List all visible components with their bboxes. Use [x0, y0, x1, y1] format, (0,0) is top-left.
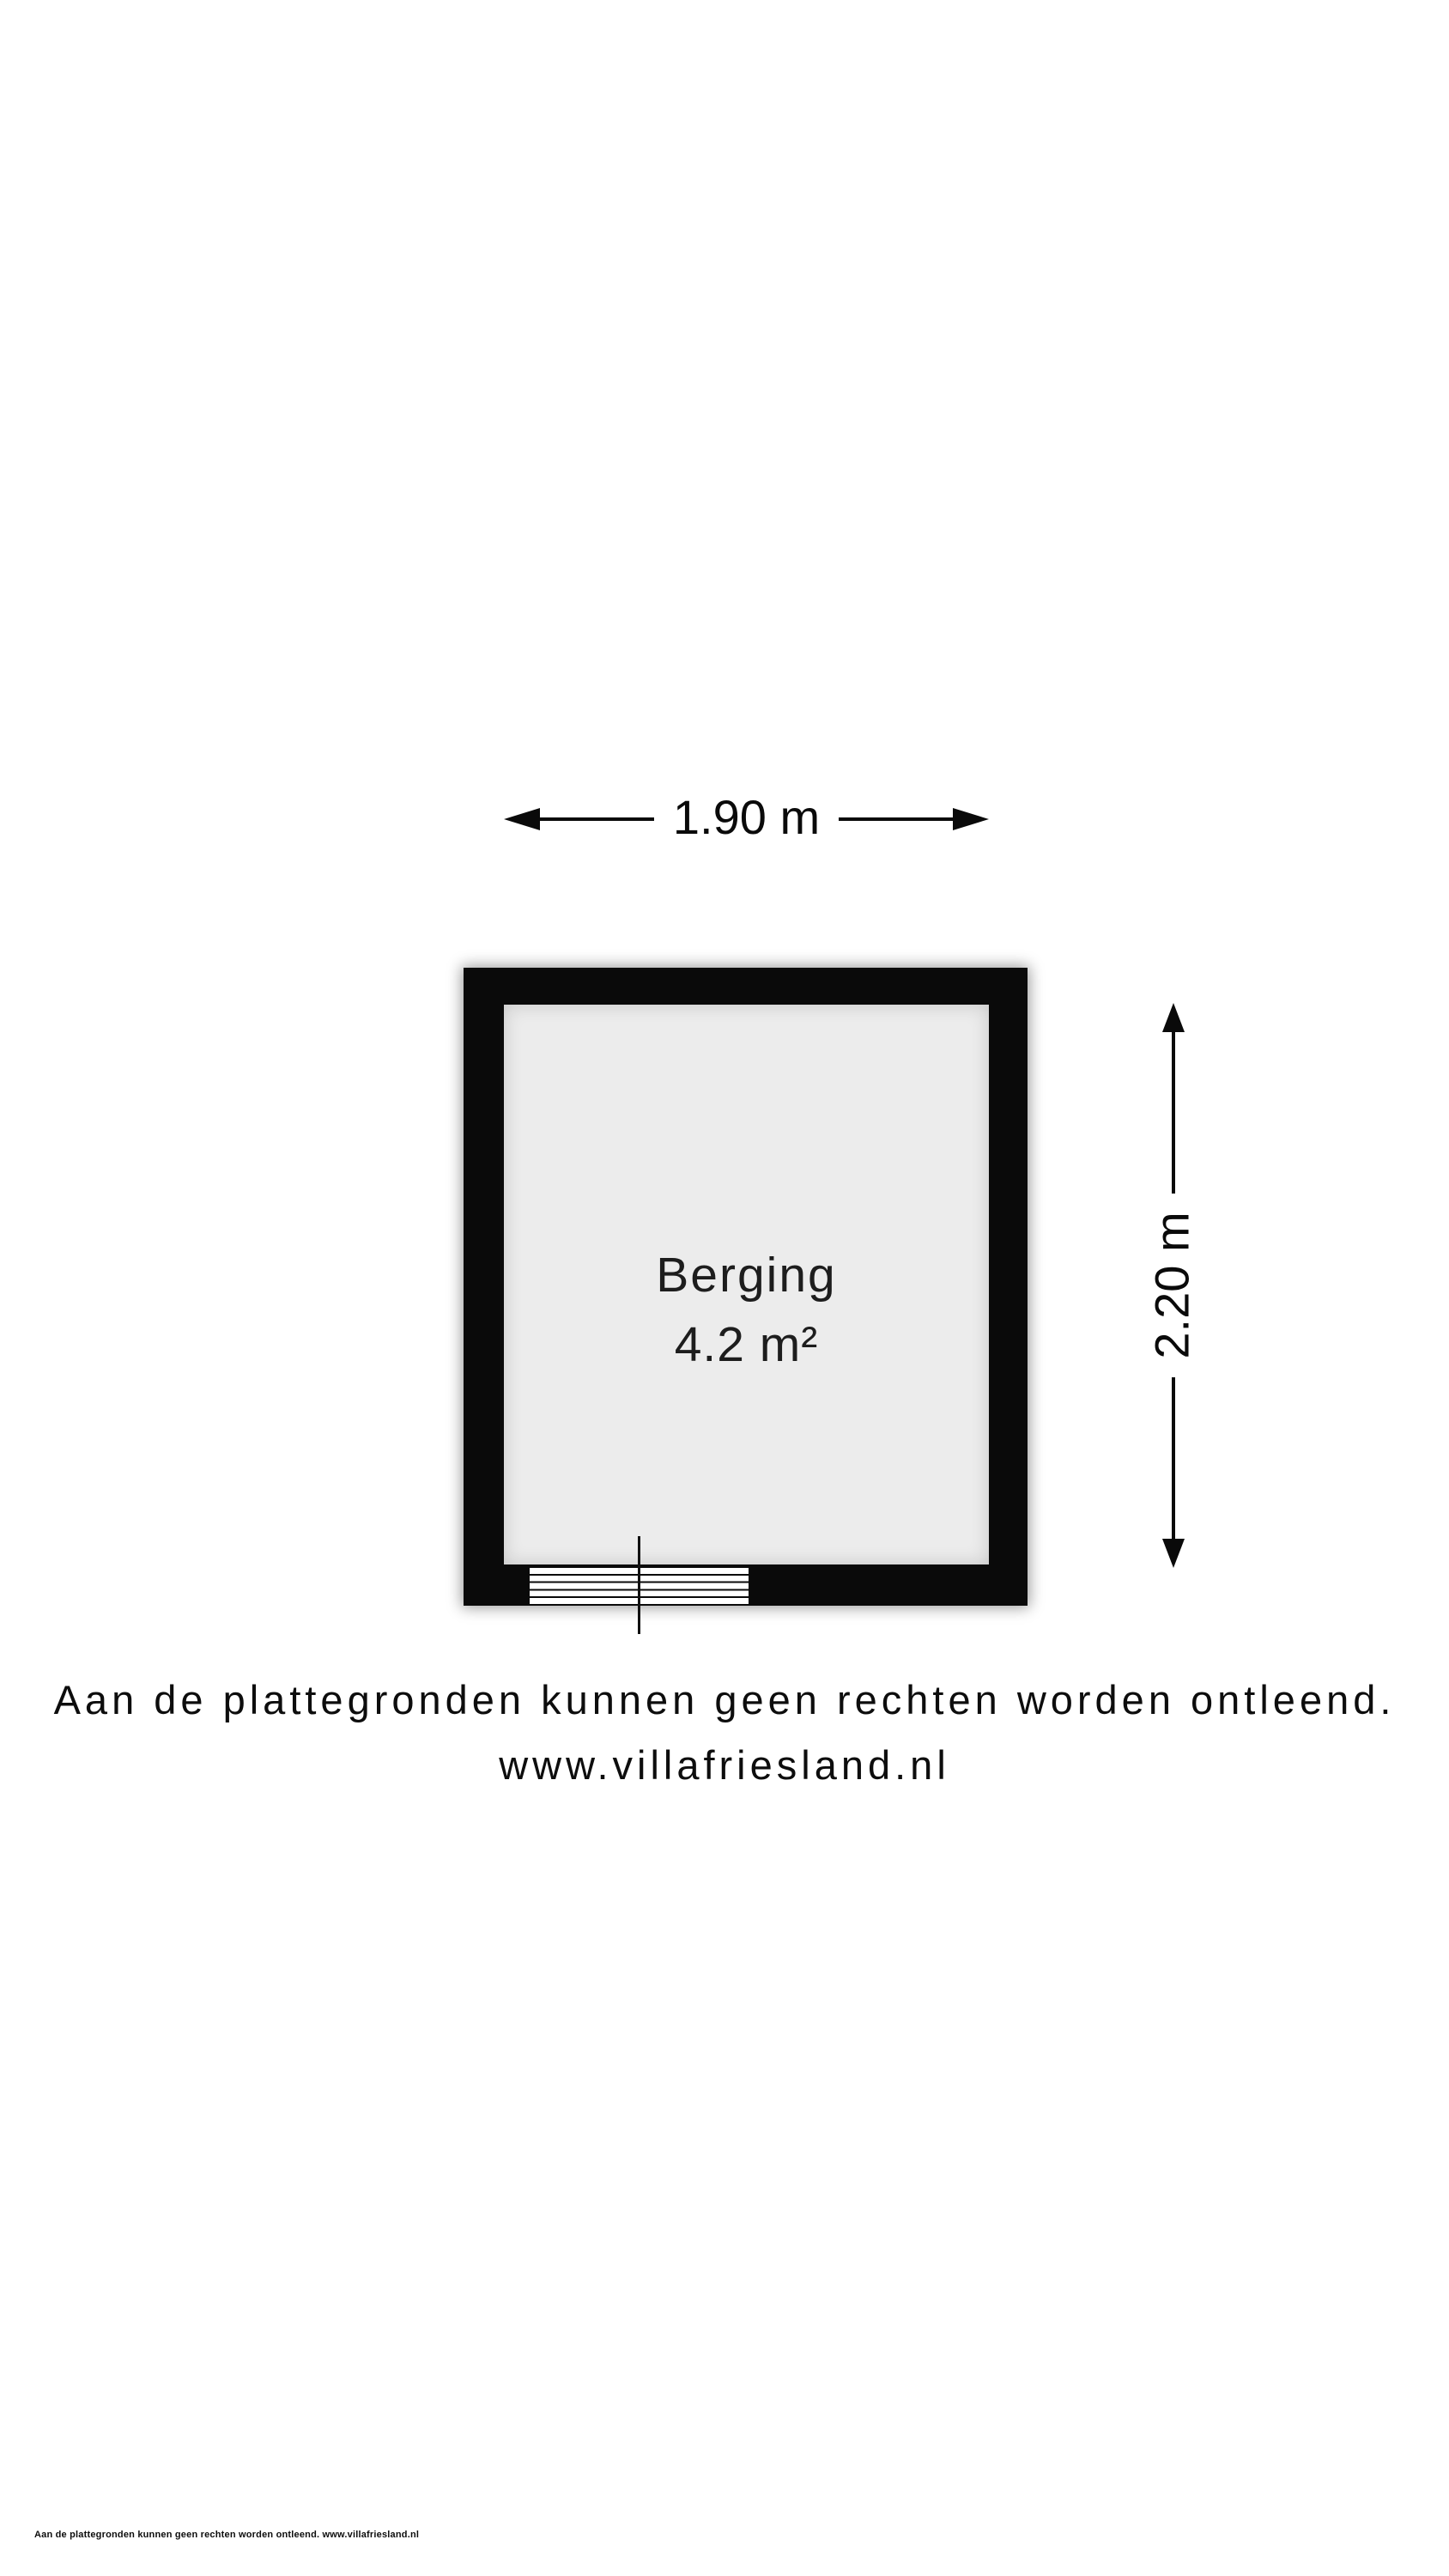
- dimension-line: [839, 817, 953, 821]
- disclaimer-line-1: Aan de plattegronden kunnen geen rechten worden ontleend.: [53, 1677, 1396, 1722]
- arrowhead-up-icon: [1162, 1003, 1185, 1032]
- footer-note: Aan de plattegronden kunnen geen rechten worden ontleend. www.villafriesland.nl: [34, 2530, 420, 2540]
- height-dimension: [1145, 1003, 1200, 1568]
- height-dimension-label: 2.20 m: [1145, 1212, 1200, 1359]
- dimension-line: [540, 817, 654, 821]
- dimension-line: [1172, 1032, 1175, 1194]
- room-floor: [504, 1005, 989, 1564]
- width-dimension: [504, 790, 989, 844]
- room-label: [656, 1248, 837, 1372]
- room-name: Berging: [656, 1248, 837, 1303]
- width-dimension-label: 1.90 m: [672, 790, 821, 844]
- disclaimer-line-2: www.villafriesland.nl: [499, 1742, 950, 1788]
- room-berging: [464, 968, 1028, 1606]
- room-area: 4.2 m²: [674, 1317, 819, 1372]
- arrowhead-left-icon: [504, 808, 540, 830]
- dimension-line: [1172, 1377, 1175, 1539]
- disclaimer: [0, 1668, 1449, 1798]
- section-line: [638, 1536, 640, 1634]
- arrowhead-down-icon: [1162, 1539, 1185, 1568]
- arrowhead-right-icon: [953, 808, 989, 830]
